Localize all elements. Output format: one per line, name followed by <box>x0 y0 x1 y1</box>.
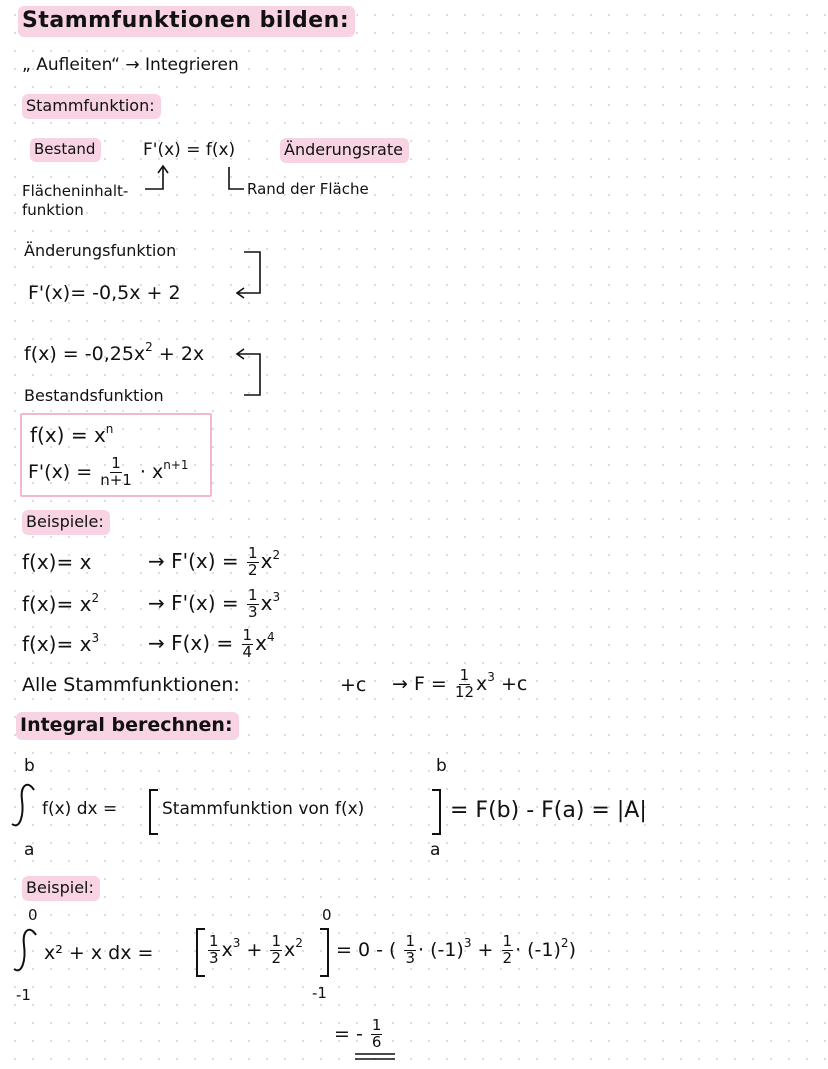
example-lower-limit: -1 <box>16 986 31 1004</box>
example-row-f: $f(x)= x^3$ <box>22 631 100 656</box>
arrow-right-icon: → <box>125 55 146 75</box>
arrow-right-icon <box>229 167 244 189</box>
rule-line1: $f(x) = x^n$ <box>30 422 114 447</box>
arrow-right-icon: → <box>148 548 172 573</box>
example-upper-limit: 0 <box>28 906 38 924</box>
example-bracket-lower: -1 <box>312 984 327 1002</box>
flaecheninhalt-label: Flächeninhalt- funktion <box>22 182 129 219</box>
example-row-F: → F'(x) = $\frac{1}{3}$ $x^3$ <box>148 586 281 621</box>
integral-rhs: = F(b) - F(a) = |A| <box>450 798 647 823</box>
bracket-arrow-icon <box>238 354 260 395</box>
aenderungsfunktion-formula: F'(x)= -0,5x + 2 <box>28 282 181 304</box>
integral-bracket-content: Stammfunktion von f(x) <box>162 799 365 819</box>
example-row-F: → F'(x) = $\frac{1}{2}$ $x^2$ <box>148 544 281 579</box>
arrow-right-icon: → <box>148 590 172 615</box>
bestandsfunktion-formula: $f(x) = -0,25x^2 + 2x$ <box>24 340 205 365</box>
example-row-f: $f(x)= x^2$ <box>22 591 100 616</box>
example-row-f: f(x)= x <box>22 550 92 574</box>
page-title: Stammfunktionen bilden: <box>18 10 355 32</box>
bracket-upper-limit: b <box>436 756 447 776</box>
integral-upper-limit: b <box>24 756 35 776</box>
example-integrand: x² + x dx = <box>44 942 154 964</box>
integral-sign-icon <box>14 930 36 971</box>
example-result: = - $\frac{1}{6}$ <box>334 1016 382 1051</box>
bracket-arrow-icon <box>238 252 260 293</box>
example-bracket-content: $\frac{1}{3}$ $x^3$ + $\frac{1}{2}$ $x^2$ <box>209 932 303 967</box>
integral-heading: Integral berechnen: <box>16 716 239 735</box>
arrow-right-icon: → <box>392 672 414 695</box>
arrow-right-icon: → <box>148 630 172 655</box>
integral-integrand: f(x) dx = <box>42 799 118 819</box>
alle-c: +c <box>340 674 367 696</box>
aenderungsrate-label: Änderungsrate <box>280 142 409 158</box>
integrieren-text: Integrieren <box>145 55 239 75</box>
beispiel-heading: Beispiel: <box>22 880 100 896</box>
beispiele-heading: Beispiele: <box>22 514 110 530</box>
stammfunktion-heading: Stammfunktion: <box>22 98 161 114</box>
alle-formula: → F = $\frac{1}{12}$ $x^3 +c$ <box>392 666 528 701</box>
integral-lower-limit: a <box>24 840 35 860</box>
alle-stammfunktionen-label: Alle Stammfunktionen: <box>22 674 240 696</box>
integral-sign-icon <box>12 785 34 826</box>
aufleiten-text: „ Aufleiten“ <box>22 55 120 75</box>
bestand-label: Bestand <box>30 142 101 157</box>
bestandsfunktion-label: Bestandsfunktion <box>24 386 164 405</box>
example-row-F: → F(x) = $\frac{1}{4}$ $x^4$ <box>148 626 275 661</box>
example-bracket-upper: 0 <box>322 906 332 924</box>
example-rhs: = 0 - ( $\frac{1}{3}$ · $(-1)^3$ + $\frac{1}{2}$ · $(-1)^2$) <box>336 932 576 967</box>
base-formula: F'(x) = f(x) <box>143 140 236 160</box>
bracket-lower-limit: a <box>430 840 441 860</box>
rule-line2: F'(x) = $\frac{1}{n+1}$ · $x^{n+1}$ <box>28 454 189 489</box>
aenderungsfunktion-label: Änderungsfunktion <box>24 241 177 260</box>
rand-label: Rand der Fläche <box>247 180 369 198</box>
